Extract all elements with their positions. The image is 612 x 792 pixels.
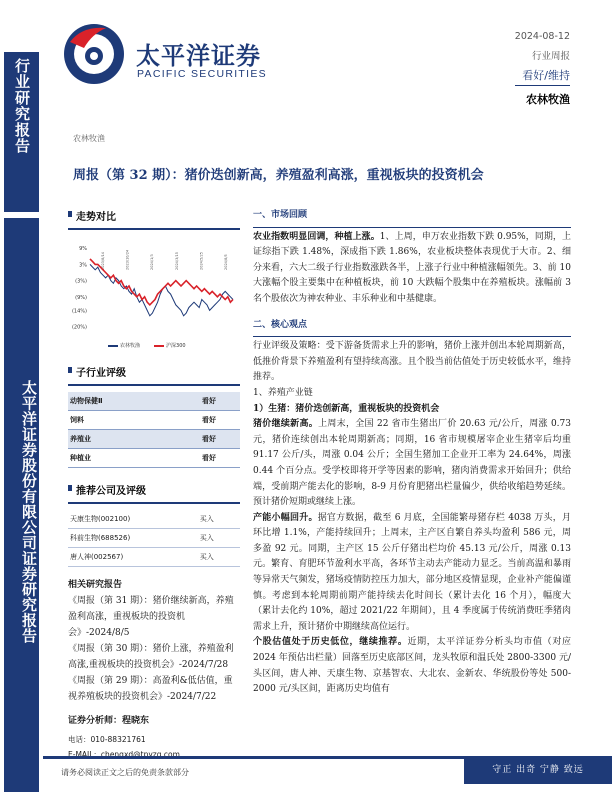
capacity-lead: 产能小幅回升。 — [253, 512, 318, 523]
x-tick-label: 2024/5/25 — [199, 252, 204, 270]
industry-row — [68, 430, 240, 449]
industry-row — [68, 449, 240, 468]
pig-price-lead: 猪价继续新高。 — [253, 419, 319, 430]
stock-rating-heading: 推荐公司及评级 — [68, 482, 240, 497]
right-column — [253, 208, 571, 698]
pig-price-body: 上周末，全国 22 省市生猪出厂价 20.63 元/公斤，周涨 0.73 元，猪价连续创出本轮周期新高；同期，16 省市规模屠宰企业生猪宰后均重 91.17 公斤/头，周涨 0.04 公斤；全国生猪加工企业开工率为 24.64%，周涨 0.44 个百分点。受学校即将开学等因素的影响，猪肉消费需求开始回升；供给端，受前期产能去化的影响，8-9 月份育肥猪出栏量偏少，供给收缩趋势延续。预计猪价短期或继续上涨。 — [253, 419, 571, 508]
stock-rating: 买入 — [188, 548, 240, 567]
legend-item-sector: 农林牧渔 — [108, 342, 140, 349]
trend-chart-svg — [68, 234, 240, 352]
subsection-heading: 1、养殖产业链 — [253, 387, 313, 398]
x-tick-label: 2023/10/24 — [125, 249, 130, 270]
report-type: 行业周报 — [531, 51, 570, 62]
report-date: 2024-08-12 — [514, 31, 570, 42]
report-title: 周报（第 32 期）：猪价迭创新高，养殖盈利高涨，重视板块的投资机会 — [73, 168, 484, 183]
industry-rating: 看好 — [150, 449, 240, 468]
analyst-name: 证券分析师：程晓东 — [68, 716, 150, 726]
industry-rating: 看好 — [150, 411, 240, 430]
y-tick-label: 9% — [79, 246, 87, 253]
related-reports-title: 相关研究报告 — [68, 580, 123, 590]
trend-chart — [68, 234, 240, 352]
capacity-body: 据官方数据，截至 6 月底，全国能繁母猪存栏 4038 万头，月环比增 1.1%，产能持续回升；上周末，主产区自繁自养头均盈利 586 元，周多盈 92 元。同期，主产区 15 公斤仔猪出栏均价 45.13 元/公斤，周涨 0.13 元。繁育、育肥环节盈利水平高，各环节主动去产能动力显乏。当前高温和暴雨等异常天气频发，猪场疫情防控压力加大，部分地区疫情显现，企业补产能偏谨慎。考虑到本轮周期前期产能持续去化时间长（累计去化 16 个月），幅度大（累计去化约 10%，超过 2021/22 年期间），且 4 季度属于传统消费旺季猪肉需求上升，预计猪价中期继续高位运行。 — [253, 512, 571, 632]
stock-rating-table — [68, 510, 240, 567]
stock-name: 科前生物(688526) — [68, 529, 188, 548]
related-report-item[interactable]: 《周报（第 31 期）：猪价继续新高，养殖盈利高涨，重视板块的投资机会》-2024/8/5 — [68, 596, 234, 638]
pig-price-paragraph — [253, 417, 571, 511]
market-review-lead: 农业指数明显回调，种植上涨。 — [253, 231, 380, 242]
divider — [68, 384, 240, 386]
related-reports — [68, 577, 240, 705]
footer — [43, 756, 612, 792]
market-review-paragraph — [253, 230, 571, 308]
stock-row — [68, 548, 240, 567]
y-tick-label: (20%) — [71, 324, 87, 331]
x-tick-label: 2024/1/3 — [150, 254, 155, 270]
sidebar-company-label: 太平洋证券股份有限公司证券研究报告 — [4, 218, 39, 792]
valuation-lead: 个股估值处于历史低位，继续推荐。 — [253, 637, 408, 648]
legend-item-index: 沪深300 — [154, 342, 186, 349]
stock-rating: 买入 — [188, 510, 240, 529]
valuation-paragraph — [253, 635, 571, 697]
footer-motto: 守正 出奇 宁静 致远 — [464, 756, 612, 784]
analyst-phone: 电话：010-88321761 — [68, 735, 146, 744]
analyst-email[interactable]: E-MAIL：chengxd@tpyzq.com — [68, 750, 180, 759]
related-report-item[interactable]: 《周报（第 29 期）：高盈利&低估值，重视养殖板块的投资机会》-2024/7/22 — [68, 676, 233, 702]
industry-name: 饲料 — [68, 411, 150, 430]
stock-name: 唐人神(002567) — [68, 548, 188, 567]
y-tick-label: 3% — [79, 262, 87, 269]
industry-rating: 看好 — [150, 430, 240, 449]
industry-name: 养殖业 — [68, 430, 150, 449]
section-core-view-title: 二、核心观点 — [253, 319, 308, 330]
x-tick-label: 2024/8/5 — [224, 254, 228, 270]
capacity-paragraph — [253, 511, 571, 636]
industry-rating-table — [68, 392, 240, 468]
divider — [68, 502, 240, 504]
industry-rating: 看好/维持 — [515, 67, 570, 86]
strategy-paragraph: 行业评级及策略：受下游备货需求上升的影响，猪价上涨并创出本轮周期新高，低推价背景下养殖盈利有望持续高涨。且个股当前估值处于历史较低水平，维持推荐。 — [253, 341, 571, 383]
trend-heading: 走势对比 — [68, 208, 240, 223]
industry-name: 动物保健Ⅱ — [68, 392, 150, 411]
industry-rating-heading: 子行业评级 — [68, 364, 240, 379]
stock-name: 天康生物(002100) — [68, 510, 188, 529]
y-tick-label: (3%) — [75, 278, 87, 285]
divider — [68, 228, 240, 230]
breadcrumb: 农林牧渔 — [73, 134, 105, 143]
industry-row — [68, 411, 240, 430]
brand-name-cn: 太平洋证券 — [136, 42, 261, 70]
pacific-securities-logo-icon — [62, 22, 126, 86]
industry-rating: 看好 — [150, 392, 240, 411]
footer-disclaimer: 请务必阅读正文之后的免责条款部分 — [61, 768, 189, 777]
chart-legend — [108, 342, 186, 349]
section-market-review-title: 一、市场回顾 — [253, 210, 308, 220]
y-tick-label: (9%) — [75, 294, 87, 301]
y-tick-label: (14%) — [71, 308, 87, 315]
x-tick-label: 2024/3/15 — [174, 252, 179, 270]
pig-subsection-heading: 1）生猪：猪价迭创新高，重视板块的投资机会 — [253, 403, 440, 414]
divider — [253, 336, 571, 337]
valuation-body: 近期，太平洋证券分析头均市值（对应 2024 年预估出栏量）回落至历史底部区间，龙头牧原和温氏处 2800-3300 元/头区间，唐人神、天康生物、京基智农、大北农、金新农、华统股份等处 500-2000 元/头区间，距离历史均值有 — [253, 637, 571, 695]
divider — [253, 227, 571, 228]
stock-row — [68, 510, 240, 529]
stock-rating: 买入 — [188, 529, 240, 548]
brand-name-en: PACIFIC SECURITIES — [137, 68, 267, 80]
industry-name: 种植业 — [68, 449, 150, 468]
industry-row — [68, 392, 240, 411]
sidebar — [0, 0, 43, 792]
sector-name: 农林牧渔 — [526, 93, 570, 106]
left-column — [68, 208, 240, 762]
x-tick-label: 2023/8/14 — [101, 252, 105, 270]
stock-row — [68, 529, 240, 548]
related-report-item[interactable]: 《周报（第 30 期）：猪价上涨，养殖盈利高涨,重视板块的投资机会》-2024/7/28 — [68, 644, 234, 670]
market-review-body: 1、上周，申万农业指数下跌 0.95%，同期，上证综指下跌 1.48%，深成指下跌 1.86%，农业板块整体表现优于大市。2、细分来看，六大二级子行业指数涨跌各半，上涨子行业中种植涨幅领先。3、前 10 大涨幅个股主要集中在种植板块，前 10 大跌幅个股集中在养殖板块。涨幅前 3 名个股依次为神农种业、丰乐种业和中基健康。 — [253, 231, 571, 304]
sidebar-report-category: 行业研究报告 — [4, 52, 39, 212]
report-meta — [515, 31, 570, 107]
